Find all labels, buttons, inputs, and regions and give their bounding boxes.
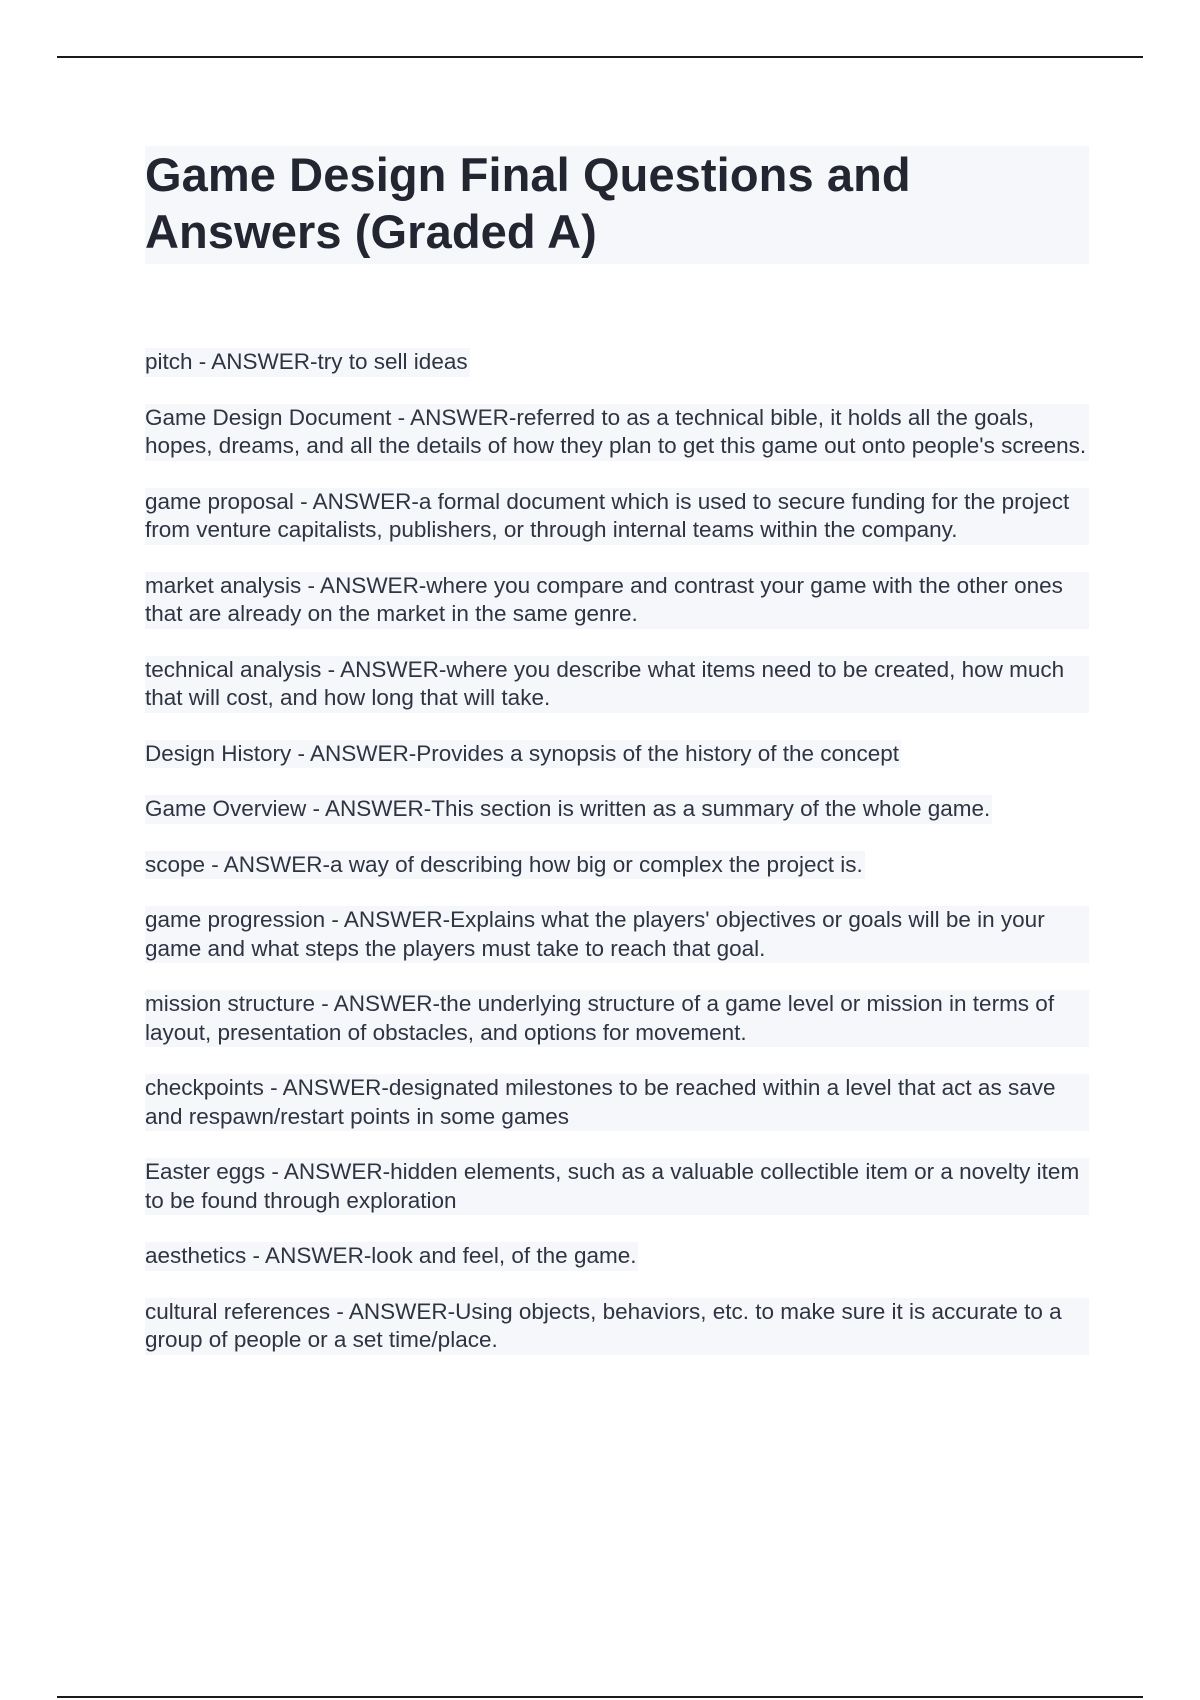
qa-item-technical-analysis: technical analysis - ANSWER-where you describe what items need to be created, how much that will cost, and how long that will take. <box>145 656 1089 713</box>
qa-item-game-proposal: game proposal - ANSWER-a formal document which is used to secure funding for the project from venture capitalists, publishers, or through internal teams within the company. <box>145 488 1089 545</box>
qa-item-game-overview: Game Overview - ANSWER-This section is written as a summary of the whole game. <box>145 795 992 824</box>
qa-item-checkpoints: checkpoints - ANSWER-designated milestones to be reached within a level that act as save and respawn/restart points in some games <box>145 1074 1089 1131</box>
qa-item-aesthetics: aesthetics - ANSWER-look and feel, of the game. <box>145 1242 638 1271</box>
top-rule <box>57 56 1143 58</box>
qa-item-design-history: Design History - ANSWER-Provides a synopsis of the history of the concept <box>145 740 901 769</box>
qa-list <box>145 348 1089 1382</box>
qa-item-market-analysis: market analysis - ANSWER-where you compare and contrast your game with the other ones that are already on the market in the same genre. <box>145 572 1089 629</box>
qa-item-easter-eggs: Easter eggs - ANSWER-hidden elements, such as a valuable collectible item or a novelty item to be found through exploration <box>145 1158 1089 1215</box>
qa-item-mission-structure: mission structure - ANSWER-the underlying structure of a game level or mission in terms of layout, presentation of obstacles, and options for movement. <box>145 990 1089 1047</box>
qa-item-cultural-references: cultural references - ANSWER-Using objects, behaviors, etc. to make sure it is accurate to a group of people or a set time/place. <box>145 1298 1089 1355</box>
qa-item-game-progression: game progression - ANSWER-Explains what the players' objectives or goals will be in your game and what steps the players must take to reach that goal. <box>145 906 1089 963</box>
bottom-rule <box>57 1696 1143 1698</box>
qa-item-game-design-document: Game Design Document - ANSWER-referred to as a technical bible, it holds all the goals, hopes, dreams, and all the details of how they plan to get this game out onto people's screens. <box>145 404 1089 461</box>
document-title: Game Design Final Questions and Answers (Graded A) <box>145 146 1089 264</box>
document-body <box>145 146 1089 1382</box>
qa-item-pitch: pitch - ANSWER-try to sell ideas <box>145 348 470 377</box>
qa-item-scope: scope - ANSWER-a way of describing how big or complex the project is. <box>145 851 865 880</box>
